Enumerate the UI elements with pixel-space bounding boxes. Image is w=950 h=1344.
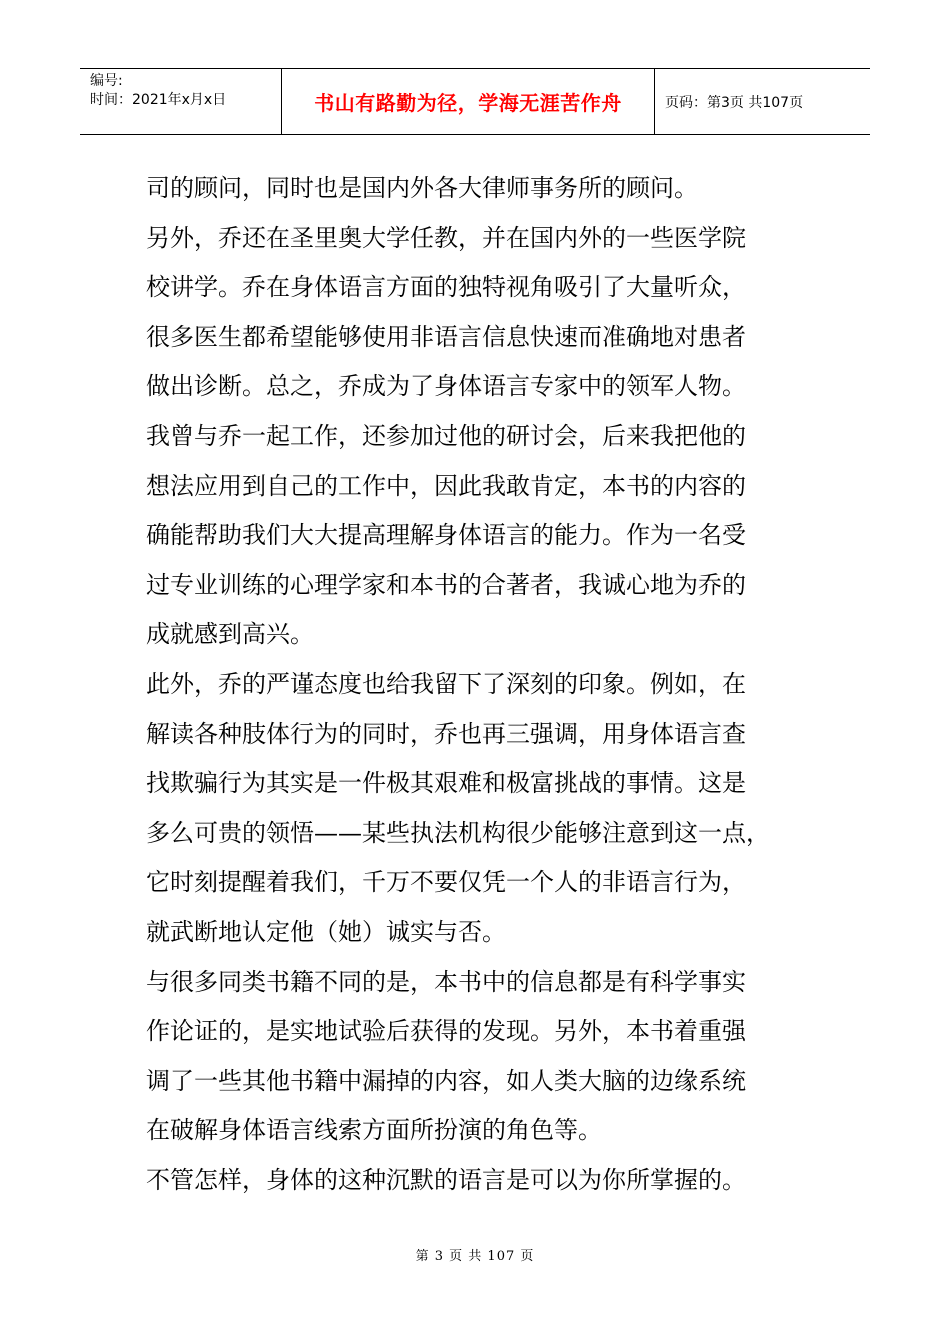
body-line: 确能帮助我们大大提高理解身体语言的能力。作为一名受 bbox=[146, 521, 746, 550]
body-line: 作论证的，是实地试验后获得的发现。另外，本书着重强 bbox=[146, 1017, 746, 1046]
body-line: 多么可贵的领悟——某些执法机构很少能够注意到这一点， bbox=[146, 818, 770, 847]
body-line: 司的顾问，同时也是国内外各大律师事务所的顾问。 bbox=[146, 174, 698, 202]
body-line: 做出诊断。总之，乔成为了身体语言专家中的领军人物。 bbox=[146, 372, 746, 401]
body-line: 我曾与乔一起工作，还参加过他的研讨会，后来我把他的 bbox=[146, 421, 746, 450]
body-line: 想法应用到自己的工作中，因此我敢肯定，本书的内容的 bbox=[146, 471, 746, 500]
body-line: 它时刻提醒着我们，千万不要仅凭一个人的非语言行为， bbox=[146, 868, 746, 897]
body-line: 另外，乔还在圣里奥大学任教，并在国内外的一些医学院 bbox=[146, 223, 746, 252]
body-line: 此外，乔的严谨态度也给我留下了深刻的印象。例如，在 bbox=[146, 669, 746, 698]
body-line: 成就感到高兴。 bbox=[146, 620, 314, 649]
body-line: 很多医生都希望能够使用非语言信息快速而准确地对患者 bbox=[146, 322, 746, 351]
header-page-info: 页码：第3页 共107页 bbox=[665, 94, 804, 111]
body-line: 校讲学。乔在身体语言方面的独特视角吸引了大量听众， bbox=[146, 273, 746, 302]
document-time: 时间：2021年x月x日 bbox=[90, 92, 227, 108]
header-meta bbox=[80, 69, 282, 134]
document-body bbox=[146, 164, 806, 1205]
body-line: 在破解身体语言线索方面所扮演的角色等。 bbox=[146, 1116, 602, 1145]
body-line: 就武断地认定他（她）诚实与否。 bbox=[146, 917, 506, 946]
body-line: 调了一些其他书籍中漏掉的内容，如人类大脑的边缘系统 bbox=[146, 1066, 746, 1095]
page-footer: 第 3 页 共 107 页 bbox=[415, 1249, 535, 1264]
page-header bbox=[80, 68, 870, 135]
document-number-label: 编号: bbox=[90, 73, 123, 89]
header-motto: 书山有路勤为径，学海无涯苦作舟 bbox=[282, 69, 655, 134]
body-line: 过专业训练的心理学家和本书的合著者，我诚心地为乔的 bbox=[146, 570, 746, 599]
body-line: 解读各种肢体行为的同时，乔也再三强调，用身体语言查 bbox=[146, 719, 746, 748]
body-line: 与很多同类书籍不同的是，本书中的信息都是有科学事实 bbox=[146, 967, 746, 996]
body-line: 不管怎样，身体的这种沉默的语言是可以为你所掌握的。 bbox=[146, 1165, 746, 1194]
body-line: 找欺骗行为其实是一件极其艰难和极富挑战的事情。这是 bbox=[146, 769, 746, 798]
